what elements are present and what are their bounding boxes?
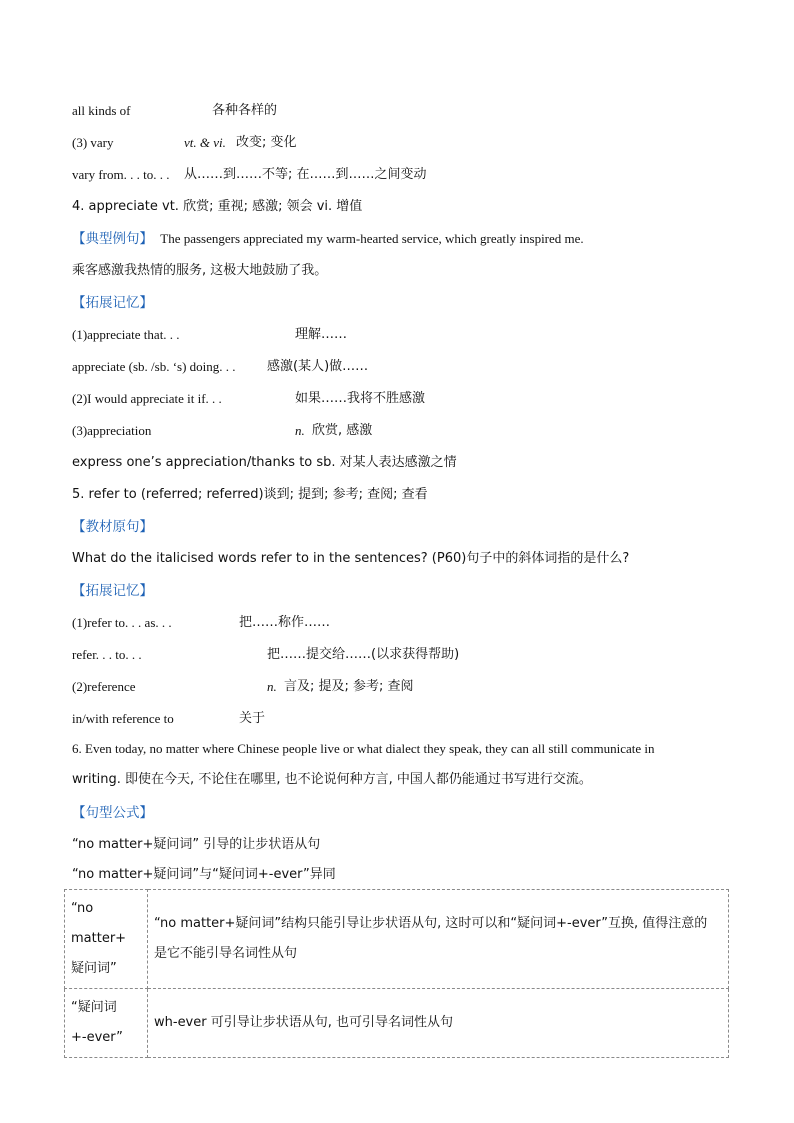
formula-heading: 【句型公式】 <box>72 805 153 821</box>
phrase-zh: 感激(某人)做…… <box>267 359 369 374</box>
line-express: express one’s appreciation/thanks to sb. 对某人表达感激之情 <box>72 455 457 470</box>
phrase-zh: 如果……我将不胜感激 <box>295 391 426 406</box>
line-all-kinds <box>72 102 278 120</box>
phrase-en: vary from. . . to. . . <box>72 167 170 182</box>
table-cell-term <box>65 989 148 1058</box>
entry-even-today-cont: writing. 即使在今天, 不论住在哪里, 也不论说何种方言, 中国人都仍能通过书写进行交流。 <box>72 772 592 787</box>
phrase-en: (1)refer to. . . as. . . <box>72 615 172 630</box>
part-of-speech: n. <box>295 423 305 438</box>
phrase-zh: 把……提交给……(以求获得帮助) <box>267 647 460 662</box>
phrase-zh: 从……到……不等; 在……到……之间变动 <box>184 167 427 182</box>
cell-line: wh-ever 可引导让步状语从句, 也可引导名词性从句 <box>154 1015 453 1030</box>
phrase-zh: 把……称作…… <box>239 615 331 630</box>
phrase-zh: 关于 <box>239 711 266 726</box>
phrase-en: appreciate (sb. /sb. ‘s) doing. . . <box>72 359 236 374</box>
line-vary-from <box>72 166 427 184</box>
phrase-zh: 各种各样的 <box>212 103 278 118</box>
entry-even-today: 6. Even today, no matter where Chinese people live or what dialect they speak, they can all still communicate in <box>72 741 655 756</box>
phrase-en: (2)reference <box>72 679 136 694</box>
cell-line: “疑问词 <box>71 1000 117 1015</box>
phrase-en: all kinds of <box>72 103 131 118</box>
line-appreciate-if <box>72 390 426 408</box>
example-sentence-en: The passengers appreciated my warm-hearted service, which greatly inspired me. <box>160 231 584 246</box>
phrase-zh: 欣赏, 感激 <box>312 423 373 438</box>
phrase-en: (1)appreciate that. . . <box>72 327 180 342</box>
example-sentence-zh: 乘客感激我热情的服务, 这极大地鼓励了我。 <box>72 263 328 278</box>
table-cell-term <box>65 890 148 989</box>
formula-line: “no matter+疑问词” 引导的让步状语从句 <box>72 837 321 852</box>
cell-line: “no matter+疑问词”结构只能引导让步状语从句, 这时可以和“疑问词+-ever”互换, 值得注意的 <box>154 916 708 931</box>
phrase-en: (3)appreciation <box>72 423 152 438</box>
example-heading: 【典型例句】 <box>72 231 153 247</box>
table-cell-desc <box>148 890 729 989</box>
phrase-zh: 理解…… <box>295 327 348 342</box>
cell-line: “no matter+ <box>71 901 127 946</box>
expand-heading: 【拓展记忆】 <box>72 583 153 599</box>
cell-line: +-ever” <box>71 1030 123 1045</box>
part-of-speech: n. <box>267 679 277 694</box>
textbook-sentence: What do the italicised words refer to in the sentences? (P60)句子中的斜体词指的是什么? <box>72 551 630 566</box>
line-reference <box>72 678 414 696</box>
entry-appreciate: 4. appreciate vt. 欣赏; 重视; 感激; 领会 vi. 增值 <box>72 199 363 214</box>
line-appreciation <box>72 422 373 440</box>
phrase-en: refer. . . to. . . <box>72 647 142 662</box>
line-appreciate-that <box>72 326 348 344</box>
phrase-zh: 言及; 提及; 参考; 查阅 <box>284 679 414 694</box>
table-row <box>65 989 729 1058</box>
line-refer-to <box>72 646 460 664</box>
expand-heading: 【拓展记忆】 <box>72 295 153 311</box>
line-in-reference <box>72 710 266 728</box>
entry-refer-to: 5. refer to (referred; referred)谈到; 提到; 参考; 查阅; 查看 <box>72 487 428 502</box>
part-of-speech: vt. & vi. <box>184 135 226 150</box>
table-row <box>65 890 729 989</box>
phrase-zh: 改变; 变化 <box>236 135 297 150</box>
phrase-en: (3) vary <box>72 135 114 150</box>
line-appreciate-doing <box>72 358 369 376</box>
phrase-en: in/with reference to <box>72 711 174 726</box>
line-example <box>72 230 584 248</box>
formula-line: “no matter+疑问词”与“疑问词+-ever”异同 <box>72 867 336 882</box>
phrase-en: (2)I would appreciate it if. . . <box>72 391 222 406</box>
line-vary <box>72 134 297 152</box>
cell-line: 疑问词” <box>71 961 117 976</box>
line-refer-as <box>72 614 331 632</box>
comparison-table <box>64 889 729 1058</box>
cell-line: 是它不能引导名词性从句 <box>154 946 298 961</box>
textbook-heading: 【教材原句】 <box>72 519 153 535</box>
table-cell-desc <box>148 989 729 1058</box>
